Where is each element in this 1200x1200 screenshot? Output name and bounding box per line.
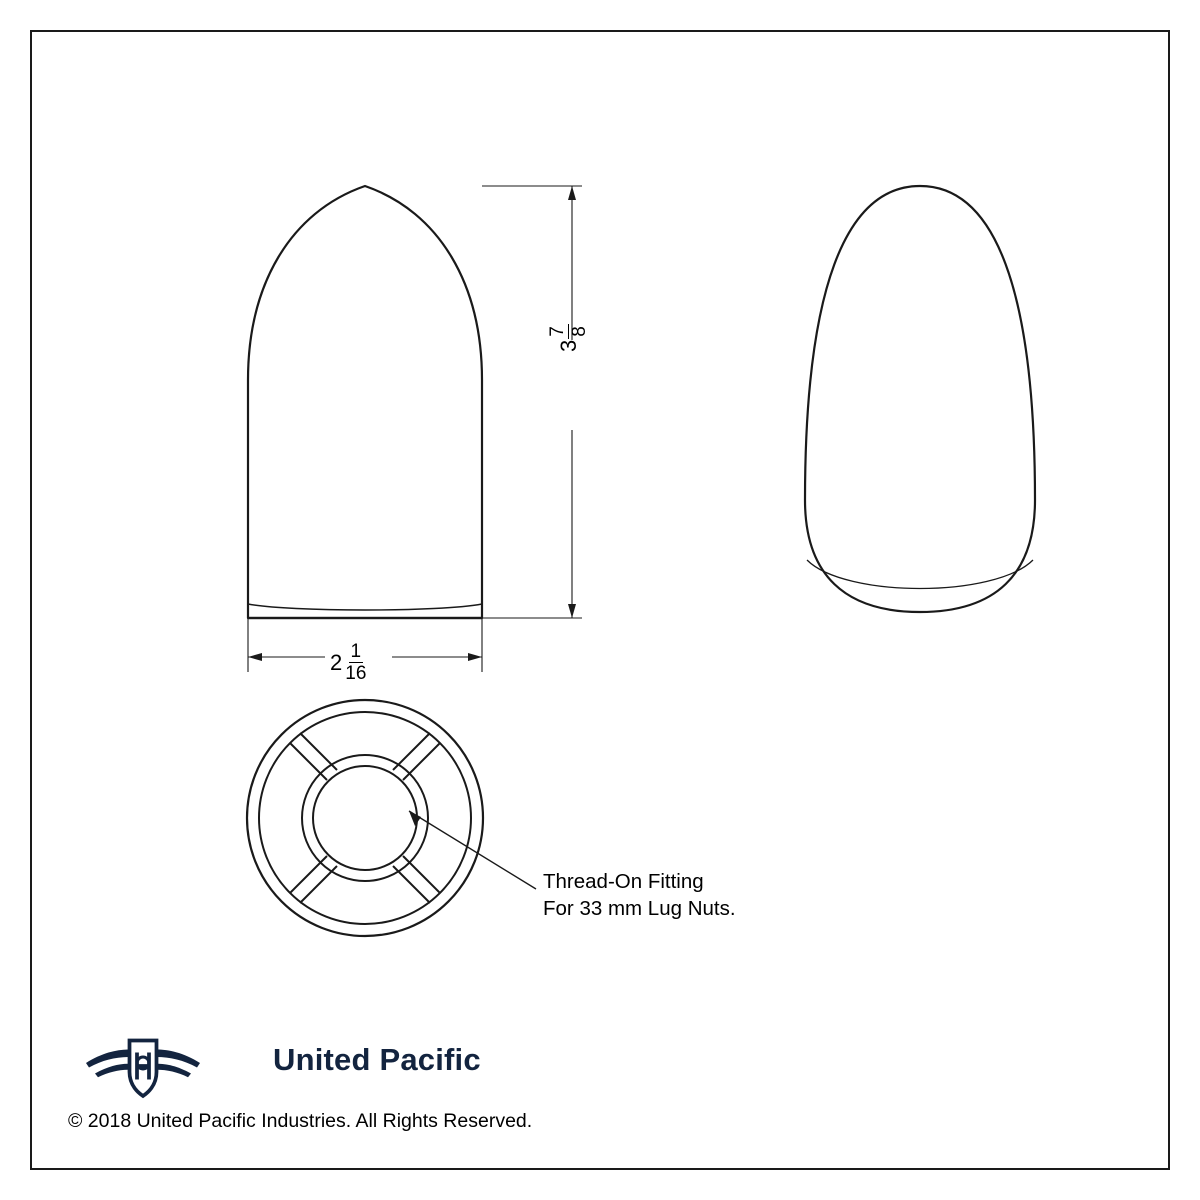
bottom-view	[247, 700, 483, 936]
width-whole: 2	[330, 649, 343, 675]
width-numerator: 1	[350, 641, 362, 662]
width-denominator: 16	[345, 663, 367, 684]
height-dimension	[482, 186, 582, 618]
united-pacific-logo-icon	[83, 1030, 203, 1102]
copyright-notice: © 2018 United Pacific Industries. All Rights Reserved.	[68, 1110, 533, 1132]
branding-block	[68, 1030, 688, 1140]
callout-text-line-2: For 33 mm Lug Nuts.	[543, 897, 736, 920]
height-whole: 3	[555, 339, 581, 352]
side-view	[805, 186, 1035, 612]
height-dimension-label	[548, 323, 589, 352]
height-denominator: 8	[569, 326, 590, 337]
width-dimension-label	[330, 642, 369, 683]
height-numerator: 7	[547, 326, 568, 337]
callout-text-line-1: Thread-On Fitting	[543, 870, 704, 893]
front-view	[248, 186, 482, 618]
brand-wordmark: United Pacific	[273, 1042, 481, 1077]
